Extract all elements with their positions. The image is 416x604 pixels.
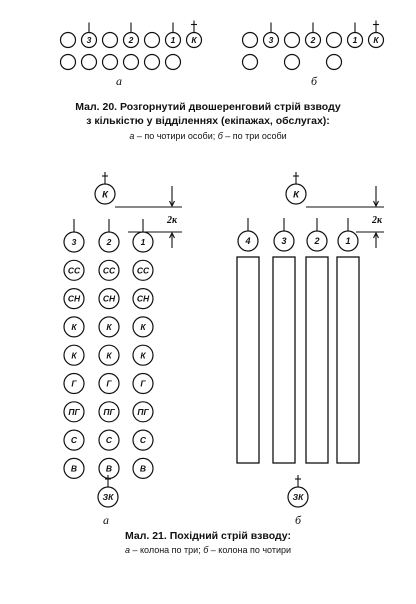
fig20-b-row2-soldier-2 [327,55,342,70]
fig20-caption-line3 [0,131,416,141]
fig20-caption-number: Мал. 20. [75,101,118,113]
fig20-b-row1-soldier-5-label: 1 [352,35,358,46]
fig21-a-col1-soldier-6-label: ПГ [103,406,115,417]
fig20-label-a: а [116,74,122,88]
fig21-a-col0-soldier-4-label: К [71,350,77,361]
fig21-a-col2-soldier-6-label: ПГ [137,406,149,417]
fig21-b-col1-leader-label: 3 [281,236,287,247]
fig21-a-col2-soldier-7-label: С [139,435,147,446]
fig20-a-row1-soldier-4 [145,33,160,48]
fig20-b-row1-soldier-3-label: 2 [310,35,316,46]
fig20-a-row2-soldier-1 [82,55,97,70]
fig21-caption-run-0: а [124,545,130,555]
fig21-a-col1-soldier-1-label: СС [102,265,116,276]
fig21-a-col2-soldier-4-label: К [140,350,146,361]
fig20-a-row1-soldier-2 [103,33,118,48]
fig21-b-commander-label: К [293,189,299,201]
fig21-a-col0-soldier-1-label: СС [67,265,81,276]
fig20-caption-line1: Розгорнутий двошеренговий стрій взводу [120,101,341,113]
fig21-a-deputy-label: ЗК [102,492,114,503]
fig21-caption-run-2: б [203,545,209,555]
fig20-a-row2-soldier-5 [166,55,181,70]
fig20-b-row1-soldier-0 [243,33,258,48]
fig21-a-col0-soldier-5-label: Г [71,378,77,389]
fig21-b-col1-body [273,257,295,463]
fig20-a-row2-soldier-4 [145,55,160,70]
fig21-a-col0-soldier-7-label: С [70,435,78,446]
fig21-a-col0-soldier-3-label: К [71,321,77,332]
fig21-a-col1-soldier-8-label: В [105,463,113,474]
fig20-a-row2-soldier-2 [103,55,118,70]
fig21-caption-run-1: – колона по три; [129,545,204,555]
fig20-b-row2-soldier-0 [243,55,258,70]
fig20-a-row1-soldier-0 [61,33,76,48]
fig21-b-col0-leader-label: 4 [245,236,251,247]
fig21-a-col1-soldier-3-label: К [106,321,112,332]
fig21-a-col2-soldier-2-label: СН [136,293,150,304]
fig21-a-col0-soldier-8-label: В [70,463,78,474]
fig21-a-col0-soldier-6-label: ПГ [68,406,80,417]
fig21-caption-title [0,530,416,542]
fig21-caption-line1: Похідний стрій взводу: [169,530,291,542]
fig20-a-row2-soldier-0 [61,55,76,70]
fig21-b-col2-body [306,257,328,463]
fig21-b-col2-leader-label: 2 [314,236,320,247]
fig20-b-row1-soldier-4 [327,33,342,48]
fig21-a-col2-soldier-0-label: 1 [140,237,146,248]
fig20-caption-title [0,101,416,113]
fig20-b-row2-soldier-1 [285,55,300,70]
fig21-a-dim-label: 2к [167,215,178,226]
fig21-label-b: б [295,513,302,527]
fig21-b-col3-body [337,257,359,463]
fig21-a-col1-soldier-4-label: К [106,350,112,361]
fig21-b-dim-label: 2к [372,215,383,226]
fig20-b-row1-soldier-1-label: 3 [268,35,274,46]
fig21-a-col1-soldier-7-label: С [105,435,113,446]
fig21-a-col0-soldier-2-label: СН [67,293,81,304]
fig20-a-row1-soldier-3-label: 2 [128,35,134,46]
fig21-a-col2-soldier-3-label: К [140,321,146,332]
fig20-caption-run-2: б [217,131,223,141]
fig21-b-col3-leader-label: 1 [345,236,351,247]
fig21-a-col2-soldier-5-label: Г [140,378,146,389]
fig20-label-b: б [311,74,318,88]
fig21-a-col0-soldier-0-label: 3 [71,237,77,248]
fig20-a-row2-soldier-3 [124,55,139,70]
fig21-a-commander-label: К [102,189,108,201]
fig21-label-a: а [103,513,109,527]
fig21-a-col2-soldier-1-label: СС [136,265,150,276]
fig20-b-row1-soldier-2 [285,33,300,48]
fig20-b-row1-soldier-6-label: К [373,35,379,46]
fig20-caption-run-1: – по чотири особи; [134,131,218,141]
fig21-a-col1-soldier-0-label: 2 [106,237,112,248]
fig21-a-col1-soldier-2-label: СН [102,293,116,304]
fig20-a-row1-soldier-1-label: 3 [86,35,92,46]
fig21-caption-run-3: – колона по чотири [208,545,292,555]
fig21-b-col0-body [237,257,259,463]
fig20-caption-run-3: – по три особи [222,131,287,141]
fig21-caption-line2 [0,545,416,555]
fig21-a-col2-soldier-8-label: В [139,463,147,474]
fig20-a-row1-soldier-6-label: К [191,35,197,46]
fig20-caption-run-0: а [129,131,135,141]
fig21-b-deputy-label: ЗК [292,492,304,503]
fig20-caption-line2: з кількістю у відділеннях (екіпажах, обслугах): [86,115,330,127]
fig20-a-row1-soldier-5-label: 1 [170,35,176,46]
fig21-a-col1-soldier-5-label: Г [106,378,112,389]
fig21-caption-number: Мал. 21. [125,530,167,542]
